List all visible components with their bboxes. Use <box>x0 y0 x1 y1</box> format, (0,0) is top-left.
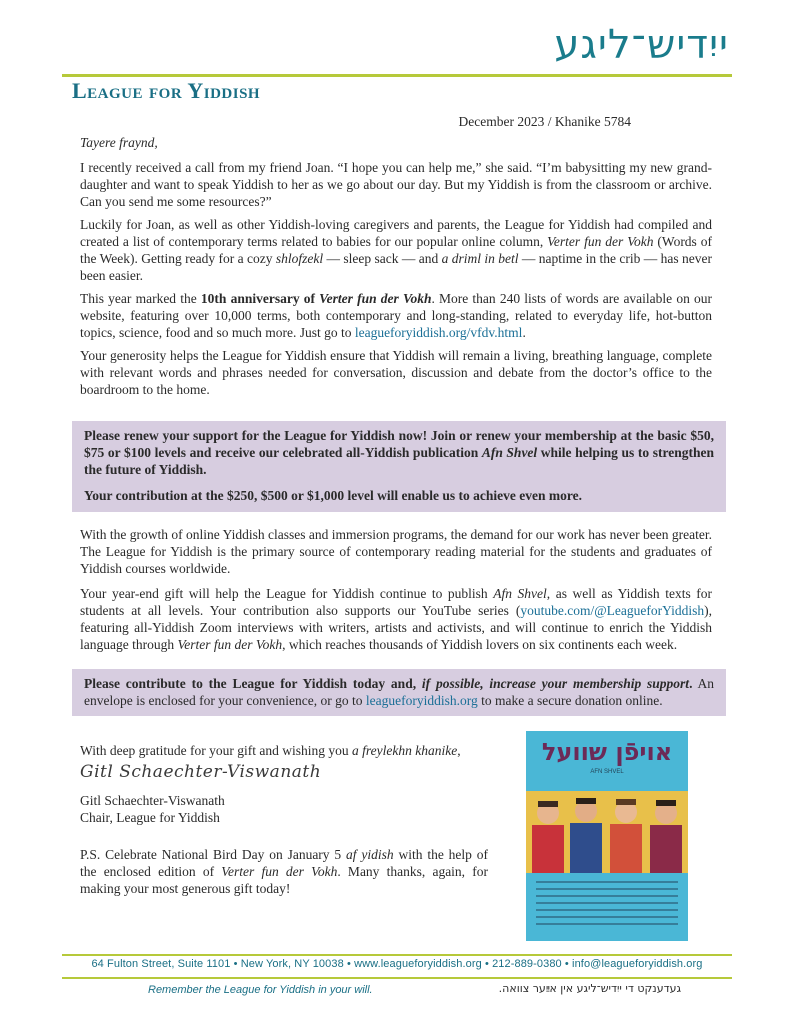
yiddish-term: shlofzekl <box>275 251 324 266</box>
callout-text: to make a secure donation online. <box>477 693 663 708</box>
footer-rule-bottom <box>62 977 732 979</box>
paragraph-2 <box>80 216 712 284</box>
callout-text: Please contribute to the League for Yiddish today and, <box>84 676 422 691</box>
callout-levels: Your contribution at the $250, $500 or $1,000 level will enable us to achieve even more. <box>84 488 582 503</box>
footer-rule-top <box>62 954 732 956</box>
paragraph-2-text: — naptime in the crib — has never been easier. <box>80 251 712 283</box>
magazine-text-lines <box>536 881 678 930</box>
callout-text: while helping us to strengthen the future of Yiddish. <box>84 445 714 477</box>
contribute-callout <box>72 669 726 716</box>
signer-block <box>80 792 225 826</box>
column-title: Verter fun der Vokh <box>221 864 338 879</box>
handwritten-signature: Gitl Schaechter-Viswanath <box>80 762 322 782</box>
signer-name: Gitl Schaechter-Viswanath <box>80 793 225 808</box>
ps-text: . Many thanks, again, for making your most generous gift today! <box>80 864 489 896</box>
paragraph-5-text: With the growth of online Yiddish classes and immersion programs, the demand for our work has never been greater. The League for Yiddish is the primary source of contemporary reading material for the students and graduates of Yiddish courses worldwide. <box>80 527 712 576</box>
signer-title: Chair, League for Yiddish <box>80 810 220 825</box>
org-name: League for Yiddish <box>72 78 261 103</box>
salutation: Tayere fraynd, <box>80 135 158 150</box>
donate-link[interactable]: leagueforyiddish.org <box>365 693 478 708</box>
paragraph-6-text: ), featuring all-Yiddish Zoom interviews with writers, artists and activists, and will continue to enrich the Yiddish language through <box>80 603 712 652</box>
membership-callout <box>72 421 726 512</box>
publication-title: Afn Shvel <box>481 445 538 460</box>
paragraph-5 <box>80 526 712 577</box>
paragraph-6-text: Your year-end gift will help the League for Yiddish continue to publish <box>80 586 494 601</box>
closing-line <box>80 742 500 759</box>
paragraph-3-text: This year marked the <box>80 291 201 306</box>
paragraph-1 <box>80 159 712 210</box>
vfdv-link[interactable]: leagueforyiddish.org/vfdv.html <box>354 325 523 340</box>
callout-text: . <box>689 676 693 691</box>
yiddish-term: a driml in betl <box>441 251 519 266</box>
paragraph-3-text: . More than 240 lists of words are available on our website, featuring over 10,000 terms, both contemporary and long-standing, related to everyday life, hot-button topics, science, food and so much more. Just go to <box>80 291 713 340</box>
column-title: Verter fun der Vokh <box>319 291 432 306</box>
paragraph-2-text: Luckily for Joan, as well as other Yiddish-loving caregivers and parents, the League for Yiddish had compiled and created a list of contemporary terms related to babies for our popular online column, <box>80 217 712 249</box>
callout-emphasis: if possible, increase your membership support <box>421 676 690 691</box>
closing-text: , <box>457 743 461 758</box>
paragraph-2-text: — sleep sack — and <box>323 251 442 266</box>
paragraph-6-text: , which reaches thousands of Yiddish lovers on six continents each week. <box>282 637 678 652</box>
paragraph-1-text: I recently received a call from my friend Joan. “I hope you can help me,” she said. “I’m babysitting my new grand-daughter and want to speak Yiddish to her as we go about our day. But my Yiddish is from the classroom or archive. Can you send me some resources?” <box>80 160 712 209</box>
paragraph-6-text: , as well as Yiddish texts for students at all levels. Your contribution also supports our YouTube series ( <box>80 586 713 618</box>
closing-text: With deep gratitude for your gift and wishing you <box>80 743 353 758</box>
youtube-link[interactable]: youtube.com/@LeagueforYiddish <box>520 603 705 618</box>
footer-will-note: Remember the League for Yiddish in your will. <box>148 984 373 996</box>
ps-text: with the help of the enclosed edition of <box>80 847 489 879</box>
letter-date: December 2023 / Khanike 5784 <box>458 114 631 129</box>
magazine-title: אויפֿן שוועל <box>541 738 673 766</box>
paragraph-3 <box>80 290 712 341</box>
magazine-illustration <box>526 791 688 873</box>
paragraph-4-text: Your generosity helps the League for Yiddish ensure that Yiddish will remain a living, breathing language, complete with relevant words and phrases needed for conversation, discussion and debate from the doctor’s office to the boardroom to the home. <box>80 348 712 397</box>
holiday-greeting: a freylekhn khanike <box>352 743 458 758</box>
hebrew-logo: ייִדיש־ליגע <box>554 22 729 68</box>
anniversary-bold: 10th anniversary of <box>200 291 320 306</box>
paragraph-6 <box>80 585 712 653</box>
publication-title: Afn Shvel <box>493 586 547 601</box>
postscript <box>80 846 488 897</box>
magazine-subtitle: AFN SHVEL <box>590 769 624 775</box>
callout-text: An envelope is enclosed for your convenience, or go to <box>84 676 714 708</box>
column-title: Verter fun der Vokh <box>547 234 654 249</box>
column-title: Verter fun der Vokh <box>177 637 283 652</box>
paragraph-2-text: (Words of the Week). Getting ready for a cozy <box>80 234 713 266</box>
footer-hebrew-note: געדענקט די ייִדיש־ליגע אין אײַער צוואה. <box>498 982 681 995</box>
callout-text: Please renew your support for the League for Yiddish now! Join or renew your membership at the basic $50, $75 or $100 levels and receive our celebrated all-Yiddish publication <box>84 428 714 460</box>
footer-contact: 64 Fulton Street, Suite 1101 • New York, NY 10038 • www.leagueforyiddish.org • 212-889-0380 • info@leagueforyiddish.org <box>91 958 703 970</box>
paragraph-3-text: . <box>522 325 526 340</box>
ps-text: P.S. Celebrate National Bird Day on January 5 <box>80 847 347 862</box>
paragraph-4 <box>80 347 712 398</box>
header-rule <box>62 74 732 77</box>
ps-emphasis: af yidish <box>346 847 394 862</box>
magazine-cover-image <box>526 731 688 941</box>
